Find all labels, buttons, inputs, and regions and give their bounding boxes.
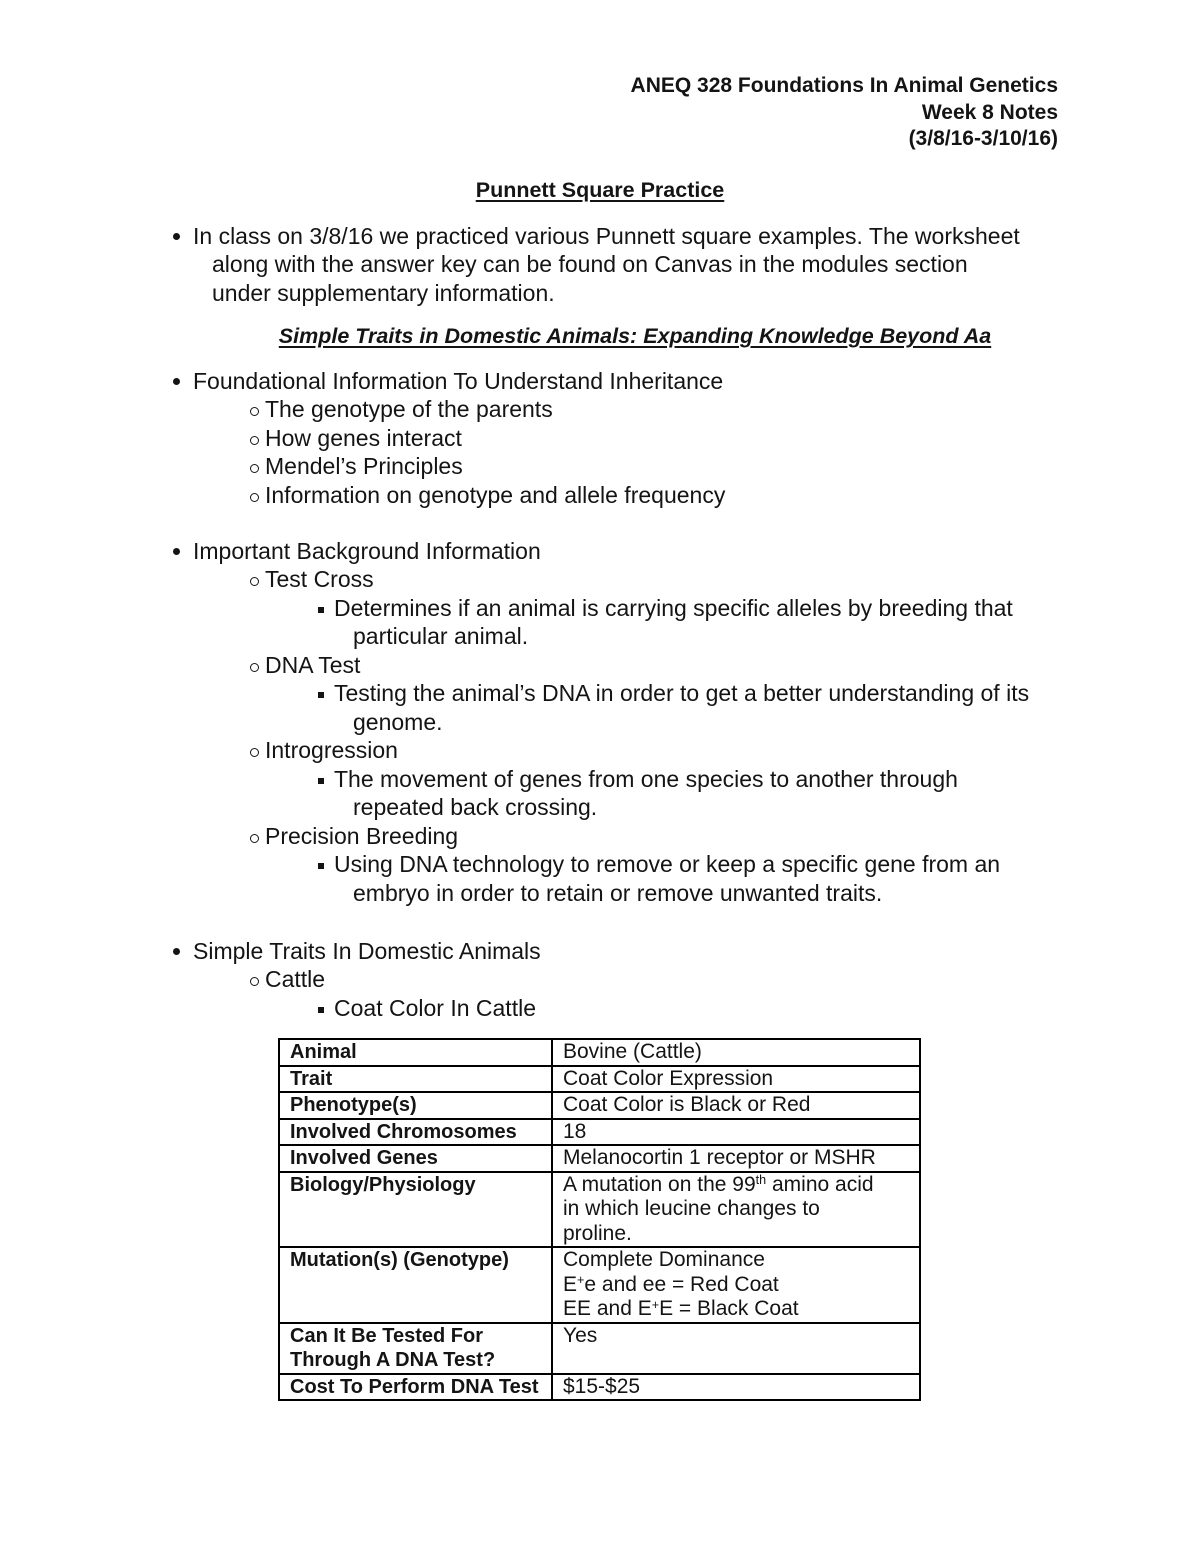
superscript: + [651, 1297, 660, 1312]
table-key-cell [279, 1323, 552, 1374]
bullet-marker [173, 233, 180, 240]
foundational-item: Information on genotype and allele frequency [265, 481, 726, 508]
date-range: (3/8/16-3/10/16) [908, 127, 1058, 150]
list-item [0, 565, 1200, 594]
table-key-cell: Biology/Physiology [279, 1172, 552, 1248]
background-item-detail: genome. [353, 708, 443, 735]
cell-text: E = Black Coat [659, 1297, 799, 1320]
list-item [0, 622, 1200, 651]
background-item-label: Introgression [265, 737, 398, 764]
domestic-list [0, 937, 1200, 1023]
table-value-cell: Yes [552, 1323, 920, 1374]
table-value-cell: Coat Color Expression [552, 1066, 920, 1093]
foundational-item: The genotype of the parents [265, 396, 553, 423]
circle-marker [250, 464, 259, 473]
table-row [279, 1066, 920, 1093]
list-item [0, 452, 1200, 481]
list-item [0, 736, 1200, 765]
foundational-list [0, 367, 1200, 510]
list-item [0, 708, 1200, 737]
cell-line: Complete Dominance [563, 1248, 765, 1271]
list-item [0, 651, 1200, 680]
bullet-line [0, 250, 1200, 279]
background-item-detail: particular animal. [353, 623, 529, 650]
week-label: Week 8 Notes [921, 100, 1058, 124]
table-key-cell: Cost To Perform DNA Test [279, 1374, 552, 1401]
background-label: Important Background Information [193, 537, 541, 564]
table-value-cell [552, 1172, 920, 1248]
background-list [0, 537, 1200, 908]
table-key-cell: Trait [279, 1066, 552, 1093]
background-item-detail: Testing the animal’s DNA in order to get a better understanding of its [334, 680, 1030, 707]
bullet-text: under supplementary information. [212, 279, 555, 306]
cell-line: Through A DNA Test? [290, 1349, 496, 1371]
cell-text: A mutation on the 99 [563, 1172, 756, 1196]
background-item-detail: The movement of genes from one species to another through [334, 765, 958, 792]
list-item [0, 424, 1200, 453]
list-item [0, 822, 1200, 851]
table-value-cell: $15-$25 [552, 1374, 920, 1401]
superscript: th [755, 1173, 767, 1188]
list-item [0, 994, 1200, 1023]
course-title: ANEQ 328 Foundations In Animal Genetics [630, 74, 1058, 97]
square-marker [318, 863, 324, 869]
bullet-marker [173, 548, 180, 555]
superscript: + [577, 1273, 585, 1288]
circle-marker [250, 493, 259, 502]
background-item-detail: repeated back crossing. [353, 794, 598, 821]
square-marker [318, 607, 324, 613]
circle-marker [250, 977, 259, 986]
section-heading-simple-traits: Simple Traits in Domestic Animals: Expanding Knowledge Beyond Aa [278, 324, 992, 348]
bullet-marker [173, 948, 180, 955]
circle-marker [250, 663, 259, 672]
list-item [0, 481, 1200, 510]
bullet-text: In class on 3/8/16 we practiced various Punnett square examples. The worksheet [193, 222, 1020, 249]
foundational-label: Foundational Information To Understand Inheritance [193, 367, 724, 394]
cell-line [563, 1273, 913, 1298]
bullet-line [0, 279, 1200, 308]
section-heading-punnett: Punnett Square Practice [475, 178, 725, 202]
table-row [279, 1247, 920, 1323]
domestic-species: Cattle [265, 966, 326, 993]
square-marker [318, 692, 324, 698]
table-value-cell: Coat Color is Black or Red [552, 1092, 920, 1119]
foundational-item: How genes interact [265, 424, 462, 451]
table-row [279, 1119, 920, 1146]
list-item [0, 879, 1200, 908]
trait-table [278, 1038, 921, 1401]
circle-marker [250, 834, 259, 843]
table-key-cell: Mutation(s) (Genotype) [279, 1247, 552, 1323]
list-item [0, 937, 1200, 966]
circle-marker [250, 748, 259, 757]
cell-text: amino acid [766, 1172, 874, 1196]
list-item [0, 793, 1200, 822]
list-item [0, 594, 1200, 623]
domestic-topic: Coat Color In Cattle [334, 994, 536, 1021]
bullet-marker [173, 378, 180, 385]
table-row [279, 1323, 920, 1374]
table-row [279, 1374, 920, 1401]
table-row [279, 1092, 920, 1119]
circle-marker [250, 436, 259, 445]
background-item-detail: Using DNA technology to remove or keep a specific gene from an [334, 851, 1001, 878]
table-value-cell: 18 [552, 1119, 920, 1146]
table-value-cell [552, 1247, 920, 1323]
background-item-label: DNA Test [265, 651, 361, 678]
document-header [631, 73, 1058, 153]
circle-marker [250, 407, 259, 416]
background-item-detail: Determines if an animal is carrying specific alleles by breeding that [334, 594, 1013, 621]
list-item [0, 765, 1200, 794]
table-row [279, 1039, 920, 1066]
punnett-bullet [0, 222, 1200, 308]
cell-line: in which leucine changes to [563, 1197, 820, 1220]
domestic-label: Simple Traits In Domestic Animals [193, 937, 541, 964]
table-row [279, 1145, 920, 1172]
cell-line [563, 1173, 913, 1198]
bullet-line [0, 222, 1200, 251]
cell-line [563, 1297, 913, 1322]
foundational-item: Mendel’s Principles [265, 453, 463, 480]
table-row [279, 1172, 920, 1248]
bullet-text: along with the answer key can be found on Canvas in the modules section [212, 251, 968, 278]
cell-text: E [563, 1272, 578, 1296]
cell-line: Can It Be Tested For [290, 1324, 483, 1347]
table-key-cell: Involved Chromosomes [279, 1119, 552, 1146]
list-item [0, 965, 1200, 994]
background-item-label: Precision Breeding [265, 822, 459, 849]
square-marker [318, 1007, 324, 1013]
table-value-cell: Melanocortin 1 receptor or MSHR [552, 1145, 920, 1172]
cell-line: proline. [563, 1221, 632, 1245]
list-item [0, 850, 1200, 879]
square-marker [318, 778, 324, 784]
circle-marker [250, 577, 259, 586]
background-item-detail: embryo in order to retain or remove unwanted traits. [353, 879, 883, 906]
table-key-cell: Involved Genes [279, 1145, 552, 1172]
list-item [0, 395, 1200, 424]
cell-text: e and ee = Red Coat [584, 1272, 779, 1296]
table-key-cell: Phenotype(s) [279, 1092, 552, 1119]
list-item [0, 537, 1200, 566]
list-item [0, 367, 1200, 396]
background-item-label: Test Cross [265, 566, 374, 593]
table-value-cell: Bovine (Cattle) [552, 1039, 920, 1066]
table-key-cell: Animal [279, 1039, 552, 1066]
list-item [0, 679, 1200, 708]
cell-text: EE and E [563, 1297, 652, 1320]
